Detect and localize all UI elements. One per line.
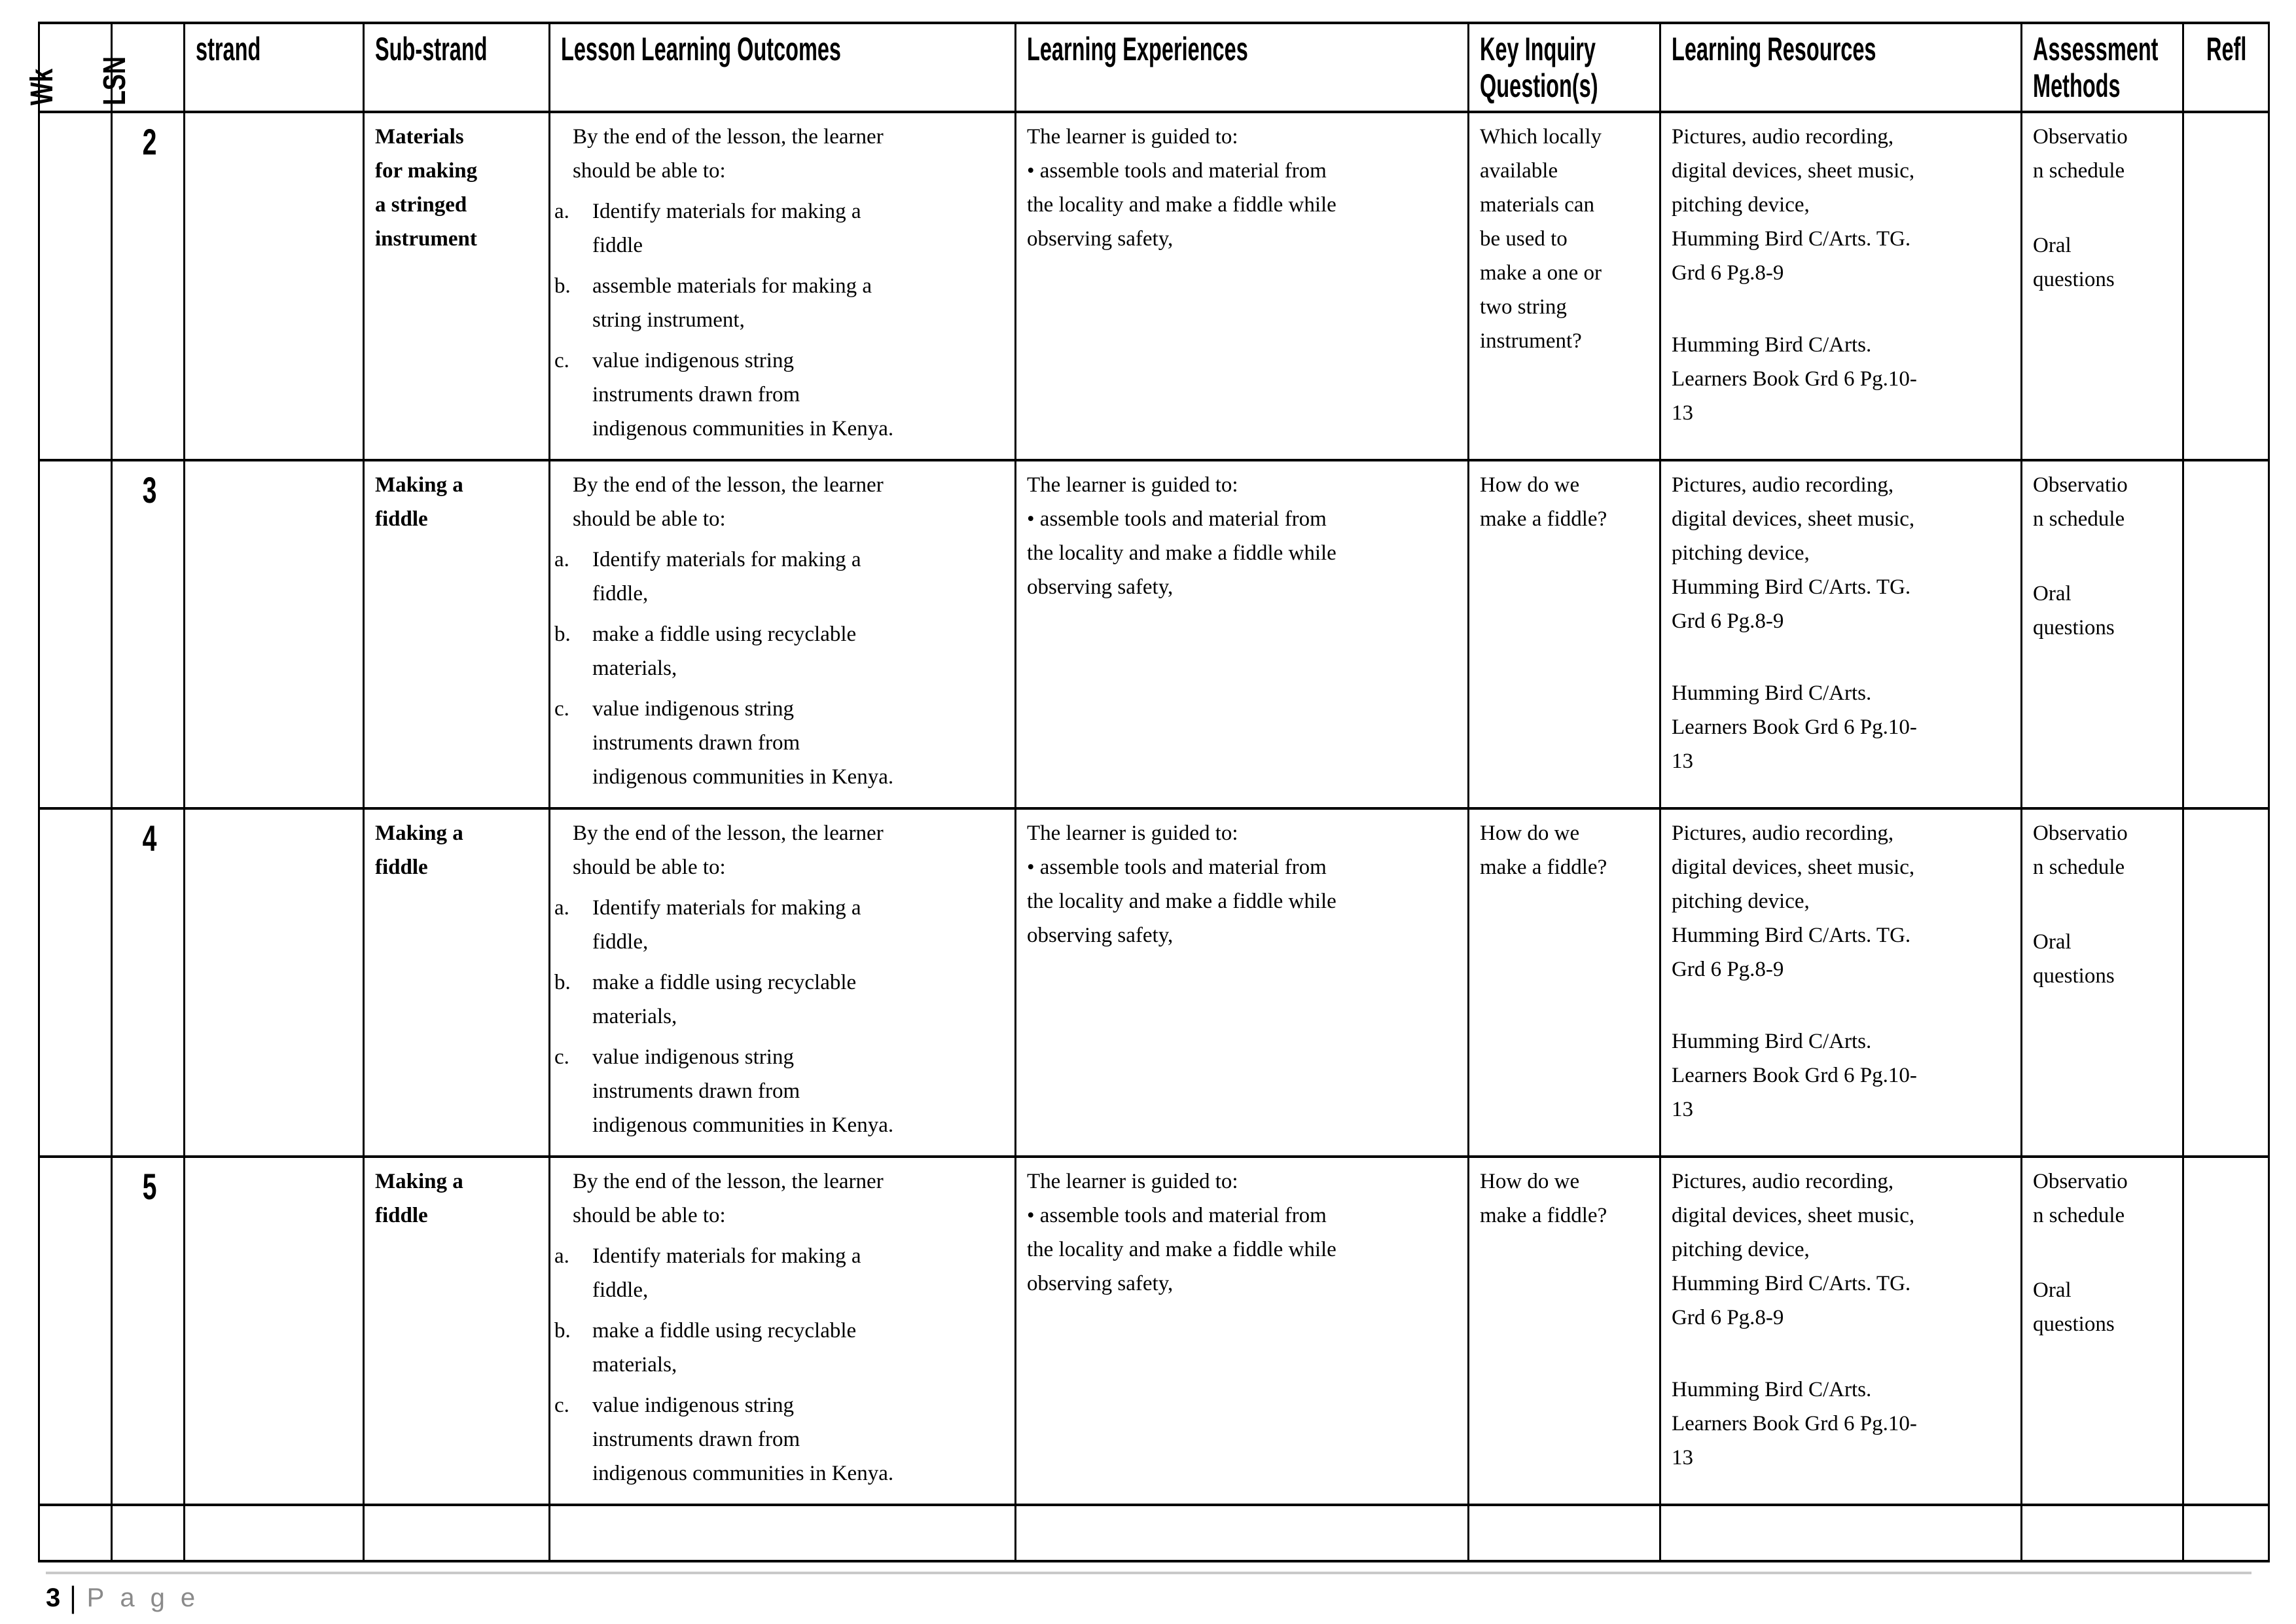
table-row-lesson-3 — [39, 460, 2269, 808]
sub-strand-cell: Materials for making a stringed instrument — [364, 112, 550, 460]
wk-cell — [39, 112, 112, 460]
col-header-sub-strand: Sub-strand — [364, 23, 550, 112]
footer-separator: | — [69, 1581, 77, 1615]
empty-row — [39, 1505, 2269, 1561]
outcome-item: c. value indigenous string instruments drawn from indigenous communities in Kenya. — [554, 697, 894, 789]
outcomes-cell — [550, 1157, 1016, 1505]
col-header-key-inquiry: Key Inquiry Question(s) — [1469, 23, 1660, 112]
footer-page-word: Page — [86, 1583, 211, 1612]
table-row-lesson-2 — [39, 112, 2269, 460]
experiences-cell — [1016, 1157, 1469, 1505]
lsn-cell: 5 — [112, 1157, 185, 1505]
scheme-of-work-table — [25, 22, 2270, 1562]
key-inquiry-cell — [1469, 1505, 1660, 1561]
experiences-cell — [1016, 1505, 1469, 1561]
wk-cell — [39, 808, 112, 1157]
col-header-refl: Refl — [2183, 23, 2269, 112]
wk-cell — [39, 460, 112, 808]
strand-cell — [185, 112, 364, 460]
resources-cell: Pictures, audio recording, digital devices, sheet music, pitching device, Humming Bird C/Arts. TG. Grd 6 Pg.8-9 Humming Bird C/Arts. Learners Book Grd 6 Pg.10-13 — [1660, 460, 2022, 808]
refl-cell — [2183, 460, 2269, 808]
col-header-experiences: Learning Experiences — [1016, 23, 1469, 112]
experiences-bullet: • assemble tools and material from the locality and make a fiddle while observing safety, — [1027, 159, 1336, 251]
resources-cell: Pictures, audio recording, digital devices, sheet music, pitching device, Humming Bird C/Arts. TG. Grd 6 Pg.8-9 Humming Bird C/Arts. Learners Book Grd 6 Pg.10-13 — [1660, 112, 2022, 460]
lsn-cell — [112, 1505, 185, 1561]
outcome-item: c. value indigenous string instruments drawn from indigenous communities in Kenya. — [554, 1394, 894, 1485]
experiences-cell — [1016, 112, 1469, 460]
lsn-cell: 4 — [112, 808, 185, 1157]
key-inquiry-cell: Which locally available materials can be used to make a one or two string instrument? — [1469, 112, 1660, 460]
outcomes-cell — [550, 808, 1016, 1157]
experiences-cell — [1016, 460, 1469, 808]
assessment-cell: Observation schedule Oral questions — [2022, 112, 2183, 460]
experiences-intro: The learner is guided to: — [1027, 821, 1238, 845]
resources-cell: Pictures, audio recording, digital devices, sheet music, pitching device, Humming Bird C/Arts. TG. Grd 6 Pg.8-9 Humming Bird C/Arts. Learners Book Grd 6 Pg.10-13 — [1660, 808, 2022, 1157]
outcome-item: a. Identify materials for making a fiddle, — [554, 548, 861, 605]
wk-cell — [39, 1505, 112, 1561]
strand-cell — [185, 1505, 364, 1561]
outcomes-intro: By the end of the lesson, the learner should be able to: — [573, 821, 884, 879]
outcome-item: c. value indigenous string instruments drawn from indigenous communities in Kenya. — [554, 1045, 894, 1137]
col-header-lsn — [98, 23, 185, 112]
assessment-cell: Observation schedule Oral questions — [2022, 1157, 2183, 1505]
strand-cell — [185, 460, 364, 808]
outcome-item: b. make a fiddle using recyclable materials, — [554, 1319, 857, 1377]
key-inquiry-cell: How do we make a fiddle? — [1469, 1157, 1660, 1505]
experiences-cell — [1016, 808, 1469, 1157]
experiences-intro: The learner is guided to: — [1027, 473, 1238, 497]
page-footer — [46, 1583, 2270, 1613]
wk-cell — [39, 1157, 112, 1505]
col-header-resources: Learning Resources — [1660, 23, 2022, 112]
outcomes-intro: By the end of the lesson, the learner should be able to: — [573, 125, 884, 183]
sub-strand-cell: Making a fiddle — [364, 808, 550, 1157]
experiences-bullet: • assemble tools and material from the locality and make a fiddle while observing safety, — [1027, 856, 1336, 947]
experiences-intro: The learner is guided to: — [1027, 1170, 1238, 1193]
key-inquiry-cell: How do we make a fiddle? — [1469, 460, 1660, 808]
col-header-assessment: Assessment Methods — [2022, 23, 2183, 112]
outcomes-cell — [550, 460, 1016, 808]
refl-cell — [2183, 1157, 2269, 1505]
sub-strand-cell — [364, 1505, 550, 1561]
outcomes-cell — [550, 112, 1016, 460]
outcome-item: b. make a fiddle using recyclable materials, — [554, 971, 857, 1028]
outcomes-intro: By the end of the lesson, the learner should be able to: — [573, 473, 884, 531]
experiences-bullet: • assemble tools and material from the locality and make a fiddle while observing safety, — [1027, 1204, 1336, 1295]
lsn-cell: 2 — [112, 112, 185, 460]
outcome-item: b. make a fiddle using recyclable materials, — [554, 623, 857, 680]
lsn-cell: 3 — [112, 460, 185, 808]
outcomes-cell — [550, 1505, 1016, 1561]
assessment-cell: Observation schedule Oral questions — [2022, 460, 2183, 808]
assessment-cell: Observation schedule Oral questions — [2022, 808, 2183, 1157]
refl-cell — [2183, 1505, 2269, 1561]
outcome-item: b. assemble materials for making a string instrument, — [554, 274, 872, 332]
assessment-cell — [2022, 1505, 2183, 1561]
refl-cell — [2183, 112, 2269, 460]
outcomes-intro: By the end of the lesson, the learner should be able to: — [573, 1170, 884, 1227]
outcome-item: a. Identify materials for making a fiddle — [554, 200, 861, 257]
lsn-rotated-label: LSN — [98, 56, 132, 105]
strand-cell — [185, 1157, 364, 1505]
outcome-item: a. Identify materials for making a fiddle, — [554, 896, 861, 954]
refl-cell — [2183, 808, 2269, 1157]
sub-strand-cell: Making a fiddle — [364, 1157, 550, 1505]
key-inquiry-cell: How do we make a fiddle? — [1469, 808, 1660, 1157]
col-header-outcomes: Lesson Learning Outcomes — [550, 23, 1016, 112]
experiences-intro: The learner is guided to: — [1027, 125, 1238, 149]
sub-strand-cell: Making a fiddle — [364, 460, 550, 808]
table-row-lesson-4 — [39, 808, 2269, 1157]
experiences-bullet: • assemble tools and material from the locality and make a fiddle while observing safety, — [1027, 507, 1336, 599]
wk-rotated-label: Wk — [25, 68, 60, 105]
footer-divider-line — [46, 1572, 2251, 1574]
strand-cell — [185, 808, 364, 1157]
outcome-item: a. Identify materials for making a fiddle, — [554, 1244, 861, 1302]
table-row-lesson-5 — [39, 1157, 2269, 1505]
header-row — [39, 23, 2269, 112]
page-number: 3 — [46, 1583, 61, 1612]
resources-cell — [1660, 1505, 2022, 1561]
outcome-item: c. value indigenous string instruments drawn from indigenous communities in Kenya. — [554, 349, 894, 441]
resources-cell: Pictures, audio recording, digital devices, sheet music, pitching device, Humming Bird C/Arts. TG. Grd 6 Pg.8-9 Humming Bird C/Arts. Learners Book Grd 6 Pg.10-13 — [1660, 1157, 2022, 1505]
col-header-strand: strand — [185, 23, 364, 112]
